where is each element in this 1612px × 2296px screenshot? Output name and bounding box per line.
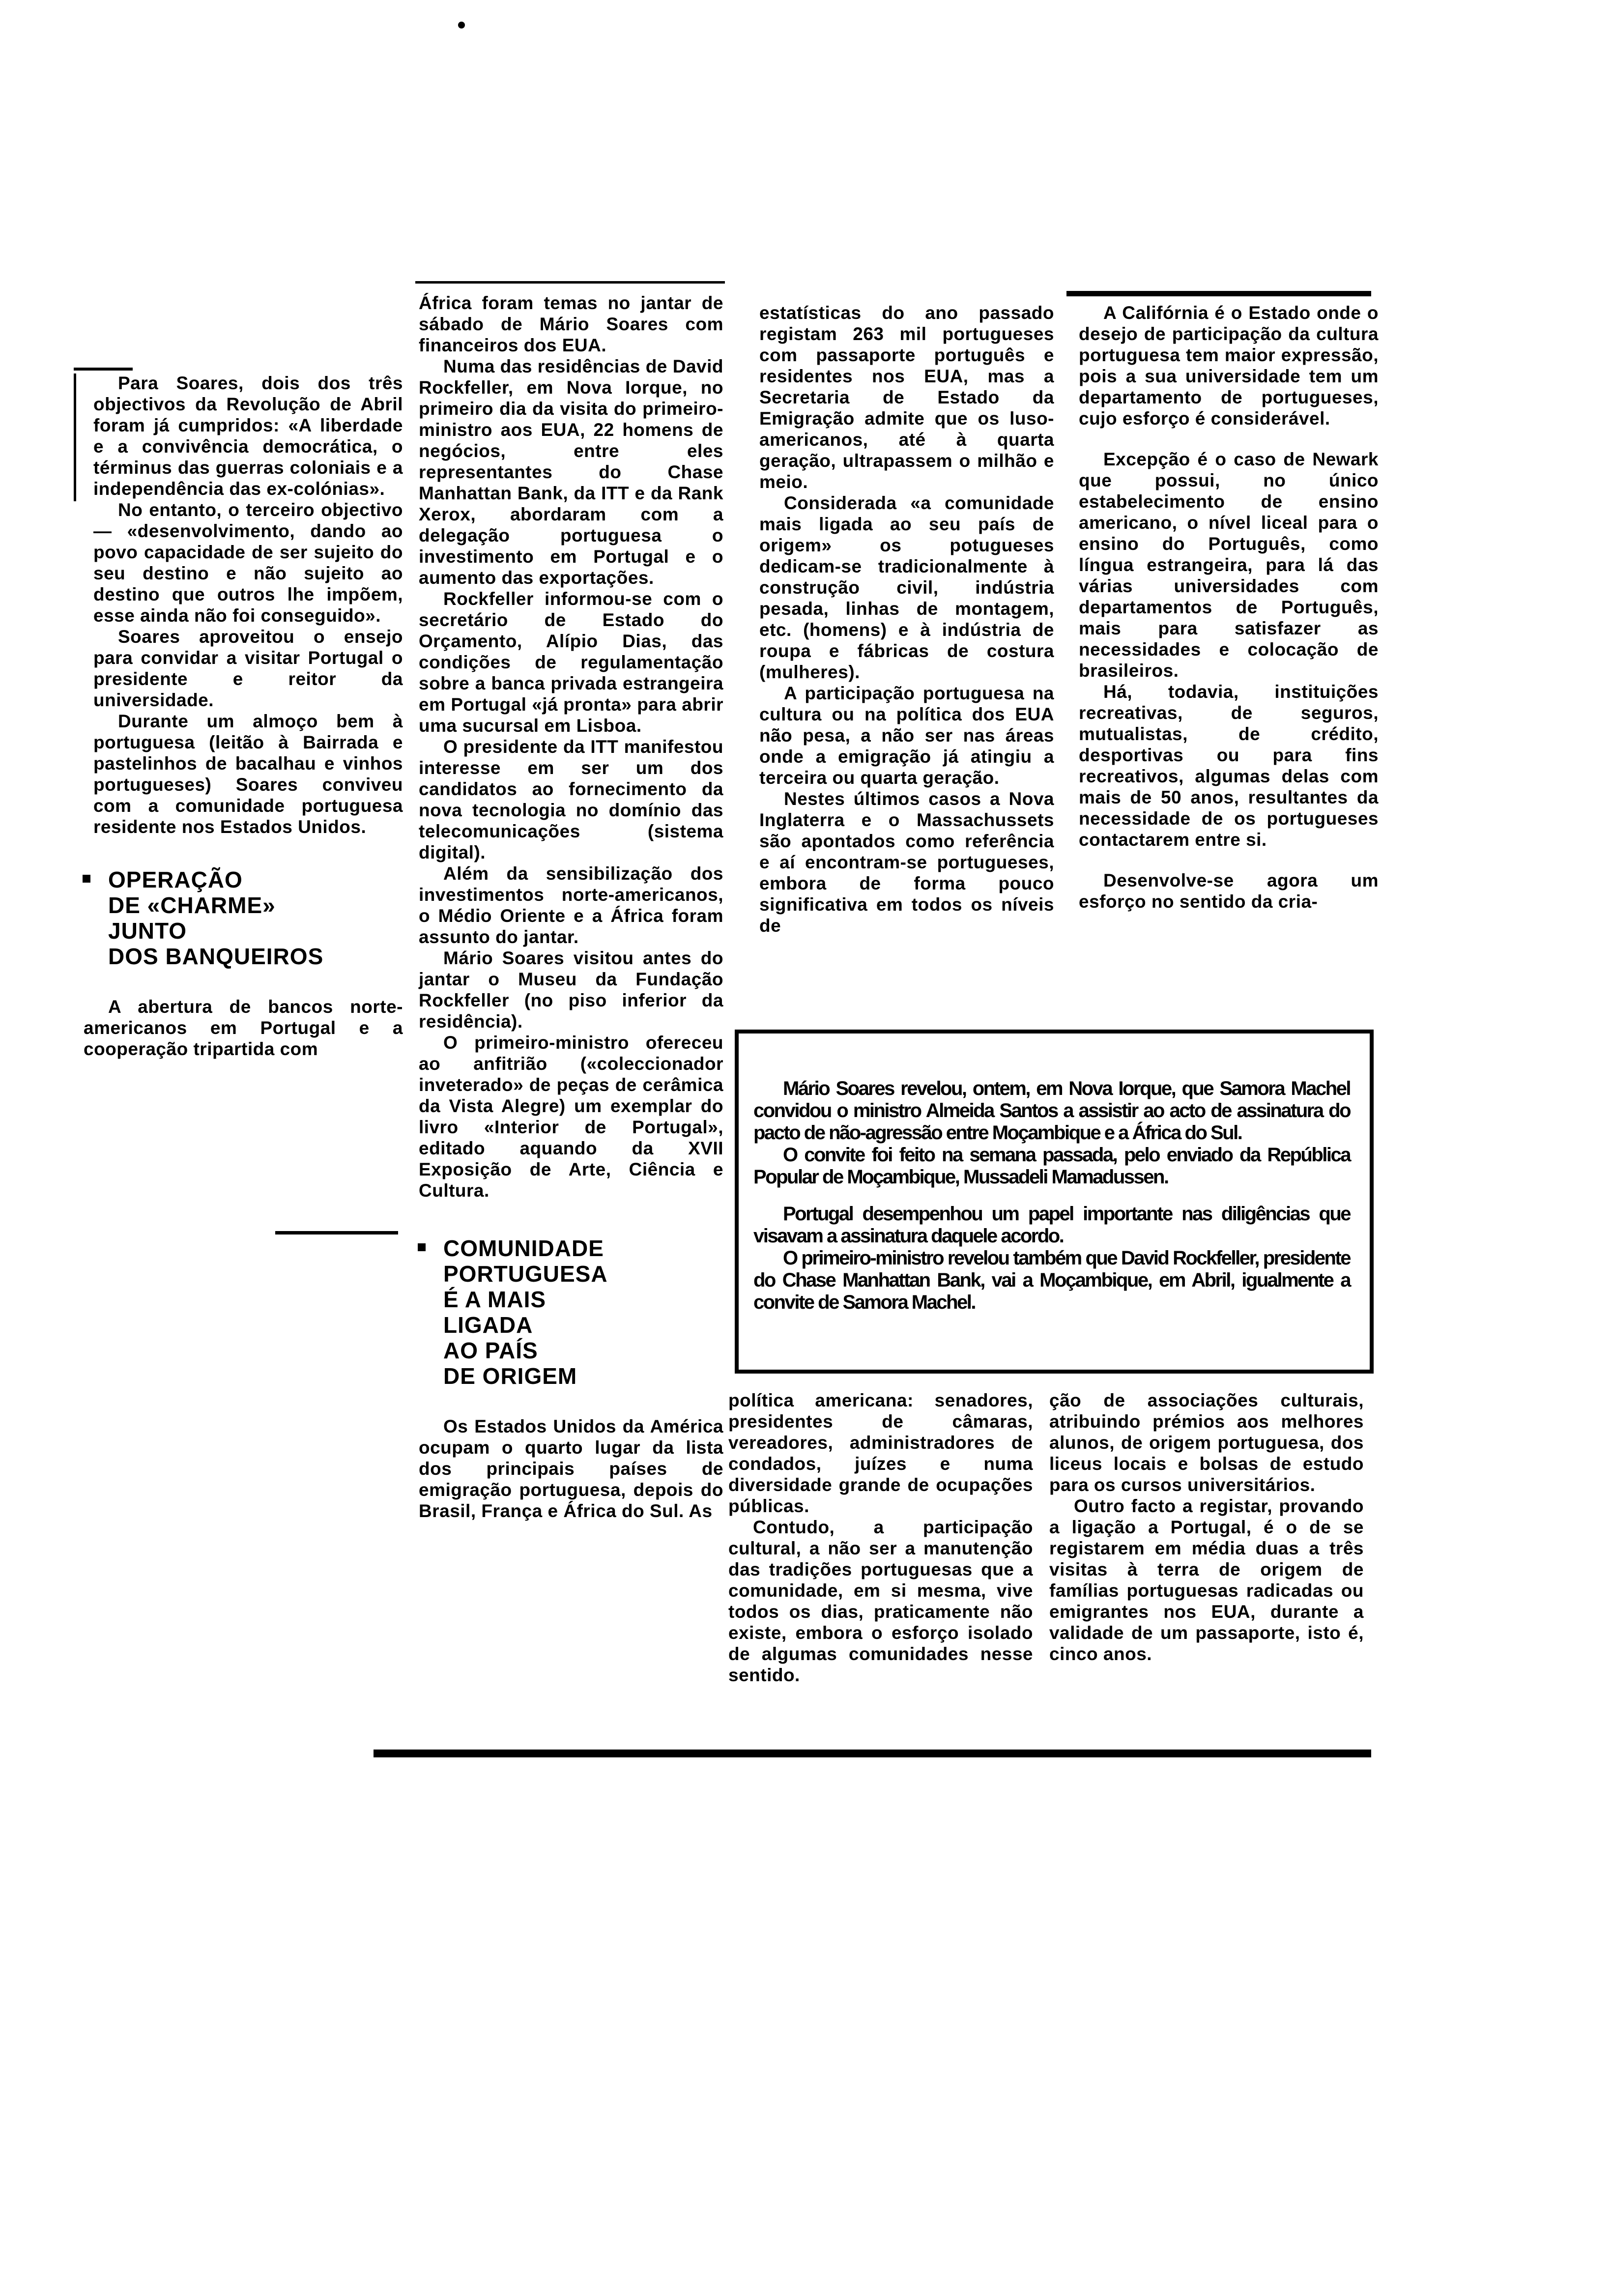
heading-line: DE «CHARME» bbox=[108, 892, 276, 918]
section-heading bbox=[414, 1235, 723, 1389]
paragraph: Mário Soares revelou, ontem, em Nova Iorque, que Samora Machel convidou o ministro Almeida Santos a assistir ao acto de assinatura do pacto de não-agressão entre Moçambique e a África do Sul. bbox=[753, 1078, 1350, 1144]
heading-line: É A MAIS bbox=[443, 1287, 547, 1312]
paragraph: ção de associações culturais, atribuindo prémios aos melhores alunos, de origem portuguesa, dos liceus locais e bolsas de estudo para os cursos universitários. bbox=[1049, 1390, 1364, 1495]
bottom-rule bbox=[374, 1750, 1371, 1757]
paragraph: A abertura de bancos norte-americanos em Portugal e a cooperação tripartida com bbox=[84, 997, 403, 1059]
paragraph: Mário Soares visitou antes do jantar o Museu da Fundação Rockfeller (no piso inferior da residência). bbox=[419, 948, 723, 1032]
article-column-4-continued bbox=[1049, 1390, 1364, 1665]
paragraph: No entanto, o terceiro objectivo — «desenvolvimento, dando ao povo capacidade de ser sujeito do seu destino e não sujeito ao destino que outros lhe impõem, esse ainda não foi conseguido». bbox=[93, 500, 403, 626]
section-heading bbox=[79, 867, 403, 969]
bullet-square-icon bbox=[418, 1243, 426, 1251]
paragraph: Os Estados Unidos da América ocupam o quarto lugar da lista dos principais países de emigração portuguesa, depois do Brasil, França e África do Sul. As bbox=[419, 1416, 723, 1521]
column-top-rule bbox=[74, 368, 133, 371]
paragraph: Portugal desempenhou um papel importante nas diligências que visavam a assinatura daquele acordo. bbox=[753, 1203, 1350, 1247]
paragraph: Contudo, a participação cultural, a não ser a manutenção das tradições portuguesas que a comunidade, em si mesma, vive todos os dias, praticamente não existe, embora o esforço isolado de algumas comunidades nesse sentido. bbox=[728, 1517, 1033, 1685]
article-column-1 bbox=[84, 373, 403, 1060]
article-column-3 bbox=[759, 302, 1054, 936]
column-bottom-rule bbox=[275, 1231, 398, 1234]
paragraph: Além da sensibilização dos investimentos norte-americanos, o Médio Oriente e a África foram assunto do jantar. bbox=[419, 863, 723, 947]
heading-line: LIGADA bbox=[443, 1312, 533, 1338]
paragraph: Considerada «a comunidade mais ligada ao seu país de origem» os potugueses dedicam-se tradicionalmente à construção civil, indústria pesada, linhas de montagem, etc. (homens) e à indústria de roupa e fábricas de costura (mulheres). bbox=[759, 493, 1054, 682]
heading-line: PORTUGUESA bbox=[443, 1261, 608, 1287]
heading-line: AO PAÍS bbox=[443, 1338, 538, 1363]
article-column-2 bbox=[419, 292, 723, 1521]
paragraph: Numa das residências de David Rockfeller, em Nova Iorque, no primeiro dia da visita do primeiro-ministro aos EUA, 22 homens de negócios, entre eles representantes do Chase Manhattan Bank, da ITT e da Rank Xerox, abordaram com a delegação portuguesa o investimento em Portugal e o aumento das exportações. bbox=[419, 356, 723, 588]
paragraph: Rockfeller informou-se com o secretário de Estado do Orçamento, Alípio Dias, das condições de regulamentação sobre a banca privada estrangeira em Portugal «já pronta» para abrir uma sucursal em Lisboa. bbox=[419, 589, 723, 736]
column-top-rule bbox=[415, 281, 725, 284]
article-column-4 bbox=[1079, 302, 1379, 912]
column-top-rule bbox=[1066, 291, 1371, 296]
paragraph: estatísticas do ano passado registam 263 mil portugueses com passaporte português e residentes nos EUA, mas a Secretaria de Estado da Emigração admite que os luso-americanos, até à quarta geração, ultrapassem o milhão e meio. bbox=[759, 303, 1054, 492]
paragraph: Outro facto a registar, provando a ligação a Portugal, é o de se registarem em média duas a três visitas à terra de origem de famílias portuguesas radicadas ou emigrantes nos EUA, durante a validade de um passaporte, isto é, cinco anos. bbox=[1049, 1496, 1364, 1664]
paragraph: Excepção é o caso de Newark que possui, no único estabelecimento de ensino americano, o nível liceal para o ensino do Português, como língua estrangeira, para lá das várias universidades com departamentos de Português, mais para satisfazer as necessidades e colocação de brasileiros. bbox=[1079, 449, 1379, 681]
bullet-square-icon bbox=[83, 875, 90, 883]
heading-line: JUNTO bbox=[108, 918, 187, 944]
scan-speck bbox=[458, 22, 465, 29]
paragraph: A participação portuguesa na cultura ou na política dos EUA não pesa, a não ser nas áreas onde a emigração já atingiu a terceira ou quarta geração. bbox=[759, 683, 1054, 788]
paragraph: Desenvolve-se agora um esforço no sentido da cria- bbox=[1079, 870, 1379, 912]
heading-line: DOS BANQUEIROS bbox=[108, 944, 324, 969]
article-column-3-continued bbox=[728, 1390, 1033, 1686]
clip-edge-mark bbox=[74, 373, 76, 501]
heading-line: DE ORIGEM bbox=[443, 1363, 577, 1389]
paragraph: política americana: senadores, presidentes de câmaras, vereadores, administradores de condados, juízes e numa diversidade grande de ocupações públicas. bbox=[728, 1390, 1033, 1516]
paragraph: O convite foi feito na semana passada, pelo enviado da República Popular de Moçambique, Mussadeli Mamadussen. bbox=[753, 1144, 1350, 1188]
paragraph: Durante um almoço bem à portuguesa (leitão à Bairrada e pastelinhos de bacalhau e vinhos portugueses) Soares conviveu com a comunidade portuguesa residente nos Estados Unidos. bbox=[93, 711, 403, 837]
boxed-news-insert bbox=[735, 1030, 1374, 1374]
paragraph: O presidente da ITT manifestou interesse em ser um dos candidatos ao fornecimento da nova tecnologia no domínio das telecomunicações (sistema digital). bbox=[419, 737, 723, 862]
paragraph: O primeiro-ministro revelou também que David Rockfeller, presidente do Chase Manhattan Bank, vai a Moçambique, em Abril, igualmente a convite de Samora Machel. bbox=[753, 1247, 1350, 1313]
paragraph: Nestes últimos casos a Nova Inglaterra e o Massachussets são apontados como referência e aí encontram-se portugueses, embora de forma pouco significativa em todos os níveis de bbox=[759, 789, 1054, 936]
paragraph: Soares aproveitou o ensejo para convidar a visitar Portugal o presidente e reitor da universidade. bbox=[93, 627, 403, 710]
paragraph: Para Soares, dois dos três objectivos da Revolução de Abril foram já cumpridos: «A liberdade e a convivência democrática, o términus das guerras coloniais e a independência das ex-colónias». bbox=[93, 373, 403, 499]
heading-line: COMUNIDADE bbox=[443, 1235, 604, 1261]
paragraph: Há, todavia, instituições recreativas, de seguros, mutualistas, de crédito, desportivas ou para fins recreativos, algumas delas com mais de 50 anos, resultantes da necessidade de os portugueses contactarem entre si. bbox=[1079, 682, 1379, 850]
heading-line: OPERAÇÃO bbox=[108, 867, 243, 892]
paragraph: A Califórnia é o Estado onde o desejo de participação da cultura portuguesa tem maior expressão, pois a sua universidade tem um departamento de portugueses, cujo esforço é considerável. bbox=[1079, 303, 1379, 429]
paragraph: África foram temas no jantar de sábado de Mário Soares com financeiros dos EUA. bbox=[419, 293, 723, 355]
paragraph: O primeiro-ministro ofereceu ao anfitrião («coleccionador inveterado» de peças de cerâmica da Vista Alegre) um exemplar do livro «Interior de Portugal», editado aquando da XVII Exposição de Arte, Ciência e Cultura. bbox=[419, 1033, 723, 1201]
